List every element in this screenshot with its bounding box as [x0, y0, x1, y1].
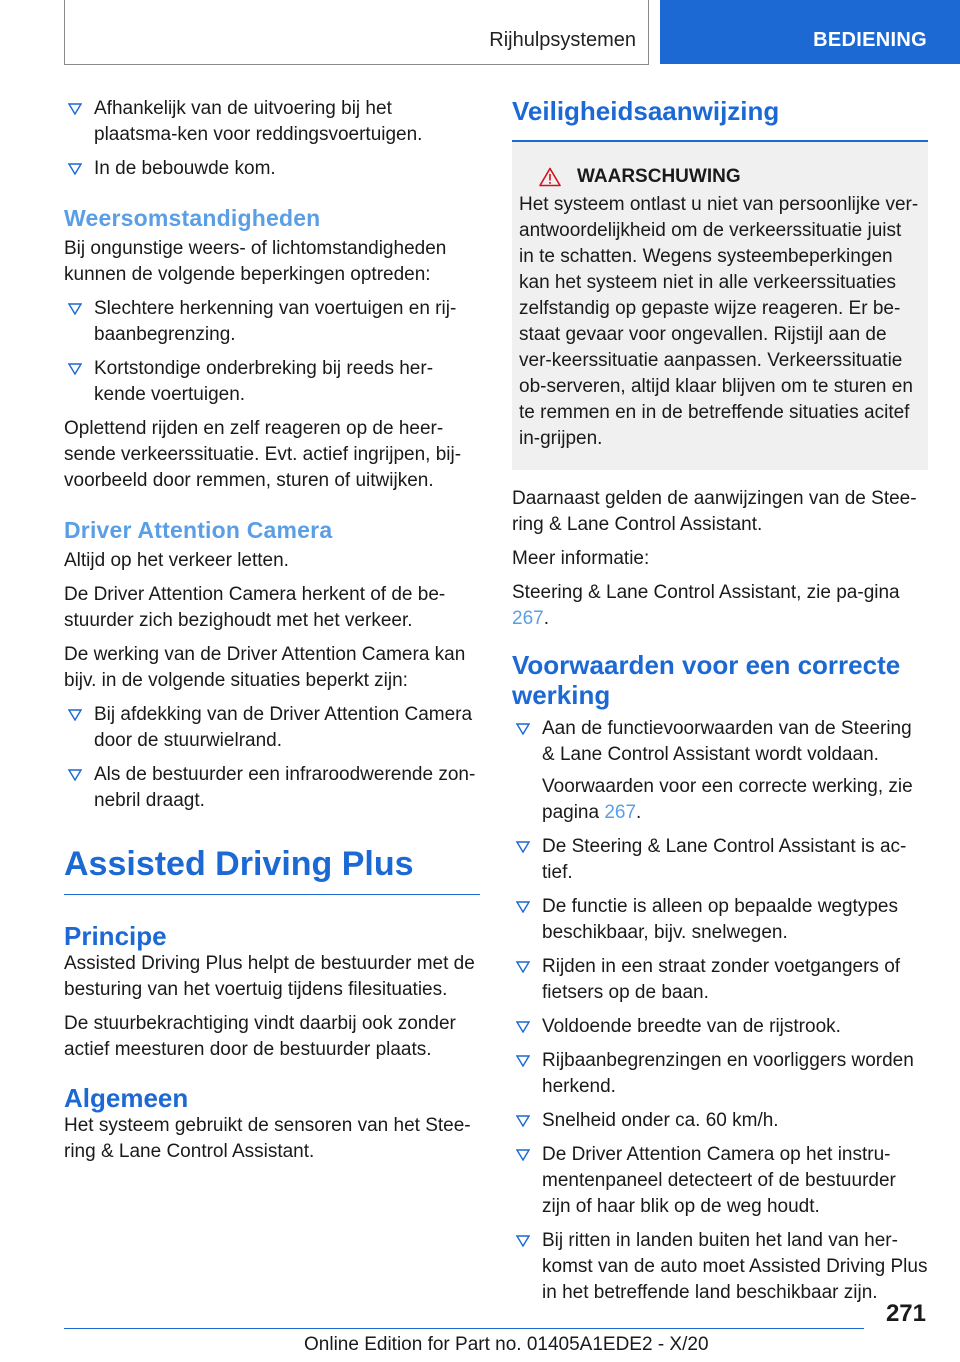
list-item: In de bebouwde kom. — [64, 156, 480, 182]
chapter-heading: Assisted Driving Plus — [64, 845, 414, 883]
weather-heading: Weersomstandigheden — [64, 205, 321, 231]
condition-sub-reference: Voorwaarden voor een correcte werking, zie pagina 267. — [542, 776, 913, 823]
weather-intro: Bij ongunstige weers- of lichtomstandigheden kunnen de volgende beperkingen optreden: — [64, 238, 447, 285]
footer-edition: Online Edition for Part no. 01405A1EDE2 - X/20 — [304, 1334, 709, 1355]
triangle-bullet-icon — [68, 302, 82, 316]
general-paragraph: Het systeem gebruikt de sensoren van het Stee-ring & Lane Control Assistant. — [64, 1115, 471, 1162]
conditions-list — [512, 716, 928, 1306]
safety-heading: Veiligheidsaanwijzing — [512, 96, 780, 126]
camera-paragraph-3: De werking van de Driver Attention Camera kan bijv. in de volgende situaties beperkt zijn: — [64, 644, 466, 691]
camera-paragraph-2: De Driver Attention Camera herkent of de be-stuurder zich bezighoudt met het verkeer. — [64, 584, 446, 631]
triangle-bullet-icon — [68, 768, 82, 782]
chapter-tab[interactable] — [660, 0, 960, 64]
page-link[interactable]: 267 — [512, 608, 544, 629]
triangle-bullet-icon — [516, 1234, 530, 1248]
list-item: De Driver Attention Camera op het instru-mentenpaneel detecteert of de bestuurder zijn of haar blik op de weg houdt. — [512, 1142, 928, 1220]
triangle-bullet-icon — [516, 1114, 530, 1128]
weather-outro: Oplettend rijden en zelf reageren op de heer-sende verkeerssituatie. Evt. actief ingrijpen, bij-voorbeeld door remmen, sturen of uitwijken. — [64, 418, 462, 491]
triangle-bullet-icon — [68, 362, 82, 376]
page-link[interactable]: 267 — [604, 802, 637, 823]
triangle-bullet-icon — [516, 1148, 530, 1162]
header-right-border — [648, 0, 649, 64]
left-column — [64, 96, 480, 1173]
triangle-bullet-icon — [516, 960, 530, 974]
triangle-bullet-icon — [516, 840, 530, 854]
list-item: Bij afdekking van de Driver Attention Camera door de stuurwielrand. — [64, 702, 480, 754]
list-item: Aan de functievoorwaarden van de Steering & Lane Control Assistant wordt voldaan. Voorwaarden voor een correcte werking, zie pagina 267. — [512, 716, 928, 826]
principle-heading: Principe — [64, 921, 167, 951]
right-column — [512, 96, 928, 1314]
warning-text: Het systeem ontlast u niet van persoonlijke ver-antwoordelijkheid om de verkeerssituatie juist in te schatten. Wegens systeembeperkingen kan het systeem niet in alle verkeerssituaties zelfstandig op gepaste wijze reageren. Er be-staat gevaar voor ongevallen. Rijstijl aan de ver-keerssituatie aanpassen. Verkeerssituatie ob-serveren, altijd klaar blijven om te sturen en te remmen en in de betreffende situaties acitef in-grijpen. — [519, 194, 919, 449]
page-number: 271 — [885, 1300, 926, 1327]
camera-heading: Driver Attention Camera — [64, 517, 333, 543]
triangle-bullet-icon — [68, 162, 82, 176]
list-item: De functie is alleen op bepaalde wegtypes beschikbaar, bijv. snelwegen. — [512, 894, 928, 946]
header-left-border — [64, 0, 65, 64]
list-item: Voldoende breedte van de rijstrook. — [512, 1014, 928, 1040]
principle-paragraph-1: Assisted Driving Plus helpt de bestuurder met de besturing van het voertuig tijdens filesituaties. — [64, 953, 475, 1000]
principle-paragraph-2: De stuurbekrachtiging vindt daarbij ook zonder actief meesturen door de bestuurder plaats. — [64, 1013, 456, 1060]
chapter-tab-label: BEDIENING — [813, 29, 927, 51]
more-info-label: Meer informatie: — [512, 548, 650, 569]
list-item: Snelheid onder ca. 60 km/h. — [512, 1108, 928, 1134]
chapter-heading-rule — [64, 894, 480, 895]
list-item: Rijden in een straat zonder voetgangers of fietsers op de baan. — [512, 954, 928, 1006]
weather-list — [64, 296, 480, 408]
triangle-bullet-icon — [68, 102, 82, 116]
list-item: Rijbaanbegrenzingen en voorliggers worden herkend. — [512, 1048, 928, 1100]
triangle-bullet-icon — [516, 900, 530, 914]
section-label: Rijhulpsystemen — [489, 29, 636, 51]
intro-list — [64, 96, 480, 182]
warning-header — [519, 166, 921, 188]
list-item: Slechtere herkenning van voertuigen en rij-baanbegrenzing. — [64, 296, 480, 348]
triangle-bullet-icon — [516, 722, 530, 736]
list-item: De Steering & Lane Control Assistant is ac-tief. — [512, 834, 928, 886]
conditions-heading: Voorwaarden voor een correcte werking — [512, 650, 901, 710]
warning-box — [512, 142, 928, 470]
reference-paragraph: Steering & Lane Control Assistant, zie pa-gina 267. — [512, 582, 900, 629]
additional-notes: Daarnaast gelden de aanwijzingen van de Stee-ring & Lane Control Assistant. — [512, 488, 917, 535]
warning-label: WAARSCHUWING — [577, 166, 741, 187]
list-item: Afhankelijk van de uitvoering bij het plaatsma-ken voor reddingsvoertuigen. — [64, 96, 480, 148]
list-item: Kortstondige onderbreking bij reeds her-kende voertuigen. — [64, 356, 480, 408]
triangle-bullet-icon — [68, 708, 82, 722]
header-bottom-border — [64, 64, 649, 65]
list-item: Als de bestuurder een infraroodwerende zon-nebril draagt. — [64, 762, 480, 814]
footer-rule — [64, 1328, 864, 1329]
camera-list — [64, 702, 480, 814]
list-item: Bij ritten in landen buiten het land van her-komst van de auto moet Assisted Driving Plus in het betreffende land beschikbaar zijn. — [512, 1228, 928, 1306]
triangle-bullet-icon — [516, 1054, 530, 1068]
warning-triangle-icon — [539, 167, 561, 187]
triangle-bullet-icon — [516, 1020, 530, 1034]
camera-paragraph-1: Altijd op het verkeer letten. — [64, 550, 289, 571]
general-heading: Algemeen — [64, 1083, 189, 1113]
